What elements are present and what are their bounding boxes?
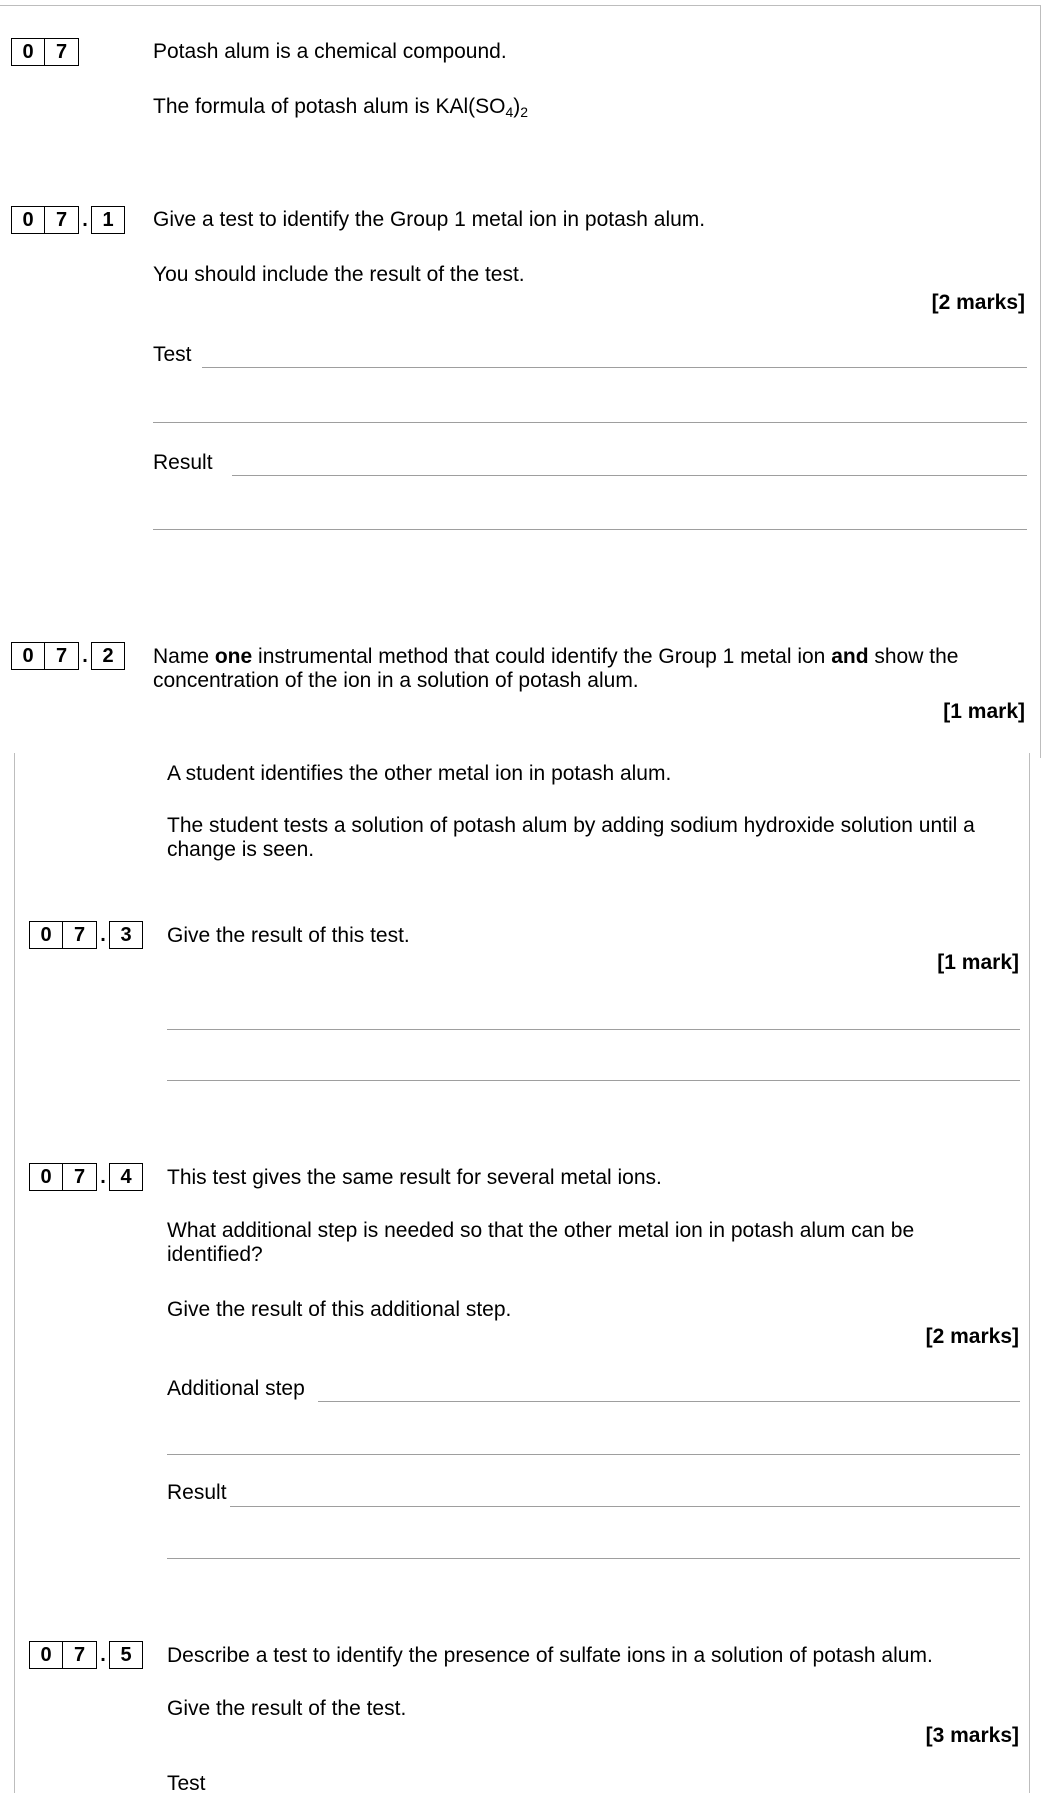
q07-1-result-answer-line-1[interactable] — [232, 475, 1027, 476]
context-paragraph-2: The student tests a solution of potash alum by adding sodium hydroxide solution until a change is seen. — [167, 814, 975, 861]
q07-1-test-label: Test — [153, 343, 192, 366]
q07-5-instruction-text: Give the result of the test. — [167, 1697, 407, 1720]
q07-5-test-label: Test — [167, 1772, 206, 1795]
q07-4-question-text-3: Give the result of this additional step. — [167, 1298, 512, 1321]
q07-2-text-part: show the concentration of the ion in a solution of potash alum. — [153, 645, 959, 692]
question-number-07 — [11, 37, 79, 67]
qnum-dot: . — [82, 208, 88, 231]
q07-4-marks: [2 marks] — [925, 1325, 1019, 1348]
qnum-digit: 5 — [109, 1641, 143, 1669]
q07-1-instruction-text: You should include the result of the test. — [153, 263, 525, 286]
qnum-digit: 7 — [63, 921, 97, 949]
qnum-dot: . — [100, 1165, 106, 1188]
qnum-digit: 7 — [45, 642, 79, 670]
q07-1-marks: [2 marks] — [931, 291, 1025, 314]
qnum-digit: 7 — [63, 1641, 97, 1669]
q07-2-bold-one: one — [214, 645, 253, 668]
question-number-07-3 — [29, 920, 143, 950]
question-number-07-2 — [11, 641, 125, 671]
q07-5-marks: [3 marks] — [925, 1724, 1019, 1747]
q07-1-question-text: Give a test to identify the Group 1 metal ion in potash alum. — [153, 208, 706, 231]
question-number-07-1 — [11, 205, 125, 235]
formula-prefix: The formula of potash alum is KAl(SO — [153, 95, 506, 118]
qnum-digit: 7 — [45, 38, 79, 66]
q07-3-marks: [1 mark] — [937, 951, 1019, 974]
qnum-digit: 2 — [91, 642, 125, 670]
q07-5-question-text: Describe a test to identify the presence of sulfate ions in a solution of potash alum. — [167, 1644, 933, 1667]
qnum-digit: 4 — [109, 1163, 143, 1191]
question-number-07-4 — [29, 1162, 143, 1192]
q07-1-test-answer-line-2[interactable] — [153, 422, 1027, 423]
q07-4-step-answer-line-1[interactable] — [318, 1401, 1020, 1402]
q07-2-text-part: instrumental method that could identify the Group 1 metal ion — [252, 645, 832, 668]
formula-subscript-2: 2 — [520, 104, 529, 120]
q07-3-question-text: Give the result of this test. — [167, 924, 410, 947]
q07-2-marks: [1 mark] — [943, 700, 1025, 723]
qnum-digit: 3 — [109, 921, 143, 949]
q07-1-result-answer-line-2[interactable] — [153, 529, 1027, 530]
question-number-07-5 — [29, 1640, 143, 1670]
qnum-digit: 0 — [11, 206, 45, 234]
q07-intro-text: Potash alum is a chemical compound. — [153, 40, 507, 63]
qnum-digit: 0 — [11, 642, 45, 670]
qnum-digit: 0 — [29, 1641, 63, 1669]
qnum-digit: 0 — [29, 921, 63, 949]
qnum-dot: . — [82, 644, 88, 667]
q07-formula-text — [153, 95, 528, 119]
qnum-dot: . — [100, 1643, 106, 1666]
page-frame-bottom — [14, 753, 1030, 1793]
q07-4-step-label: Additional step — [167, 1377, 305, 1400]
qnum-digit: 0 — [11, 38, 45, 66]
q07-2-question-text — [153, 645, 1013, 693]
q07-4-question-text: This test gives the same result for several metal ions. — [167, 1166, 662, 1189]
q07-1-result-label: Result — [153, 451, 213, 474]
q07-4-step-answer-line-2[interactable] — [167, 1454, 1020, 1455]
qnum-dot: . — [100, 923, 106, 946]
context-paragraph-1: A student identifies the other metal ion in potash alum. — [167, 762, 672, 785]
q07-4-result-answer-line-2[interactable] — [167, 1558, 1020, 1559]
q07-4-result-answer-line-1[interactable] — [230, 1506, 1020, 1507]
q07-4-result-label: Result — [167, 1481, 227, 1504]
q07-2-bold-and: and — [831, 645, 869, 668]
qnum-digit: 7 — [63, 1163, 97, 1191]
q07-3-answer-line-1[interactable] — [167, 1029, 1020, 1030]
qnum-digit: 0 — [29, 1163, 63, 1191]
q07-3-answer-line-2[interactable] — [167, 1080, 1020, 1081]
q07-1-test-answer-line-1[interactable] — [202, 367, 1027, 368]
q07-4-question-text-2: What additional step is needed so that the other metal ion in potash alum can be identified? — [167, 1219, 915, 1266]
q07-2-text-part: Name — [153, 645, 215, 668]
qnum-digit: 7 — [45, 206, 79, 234]
formula-mid: ) — [513, 95, 521, 118]
qnum-digit: 1 — [91, 206, 125, 234]
formula-subscript-1: 4 — [505, 104, 514, 120]
